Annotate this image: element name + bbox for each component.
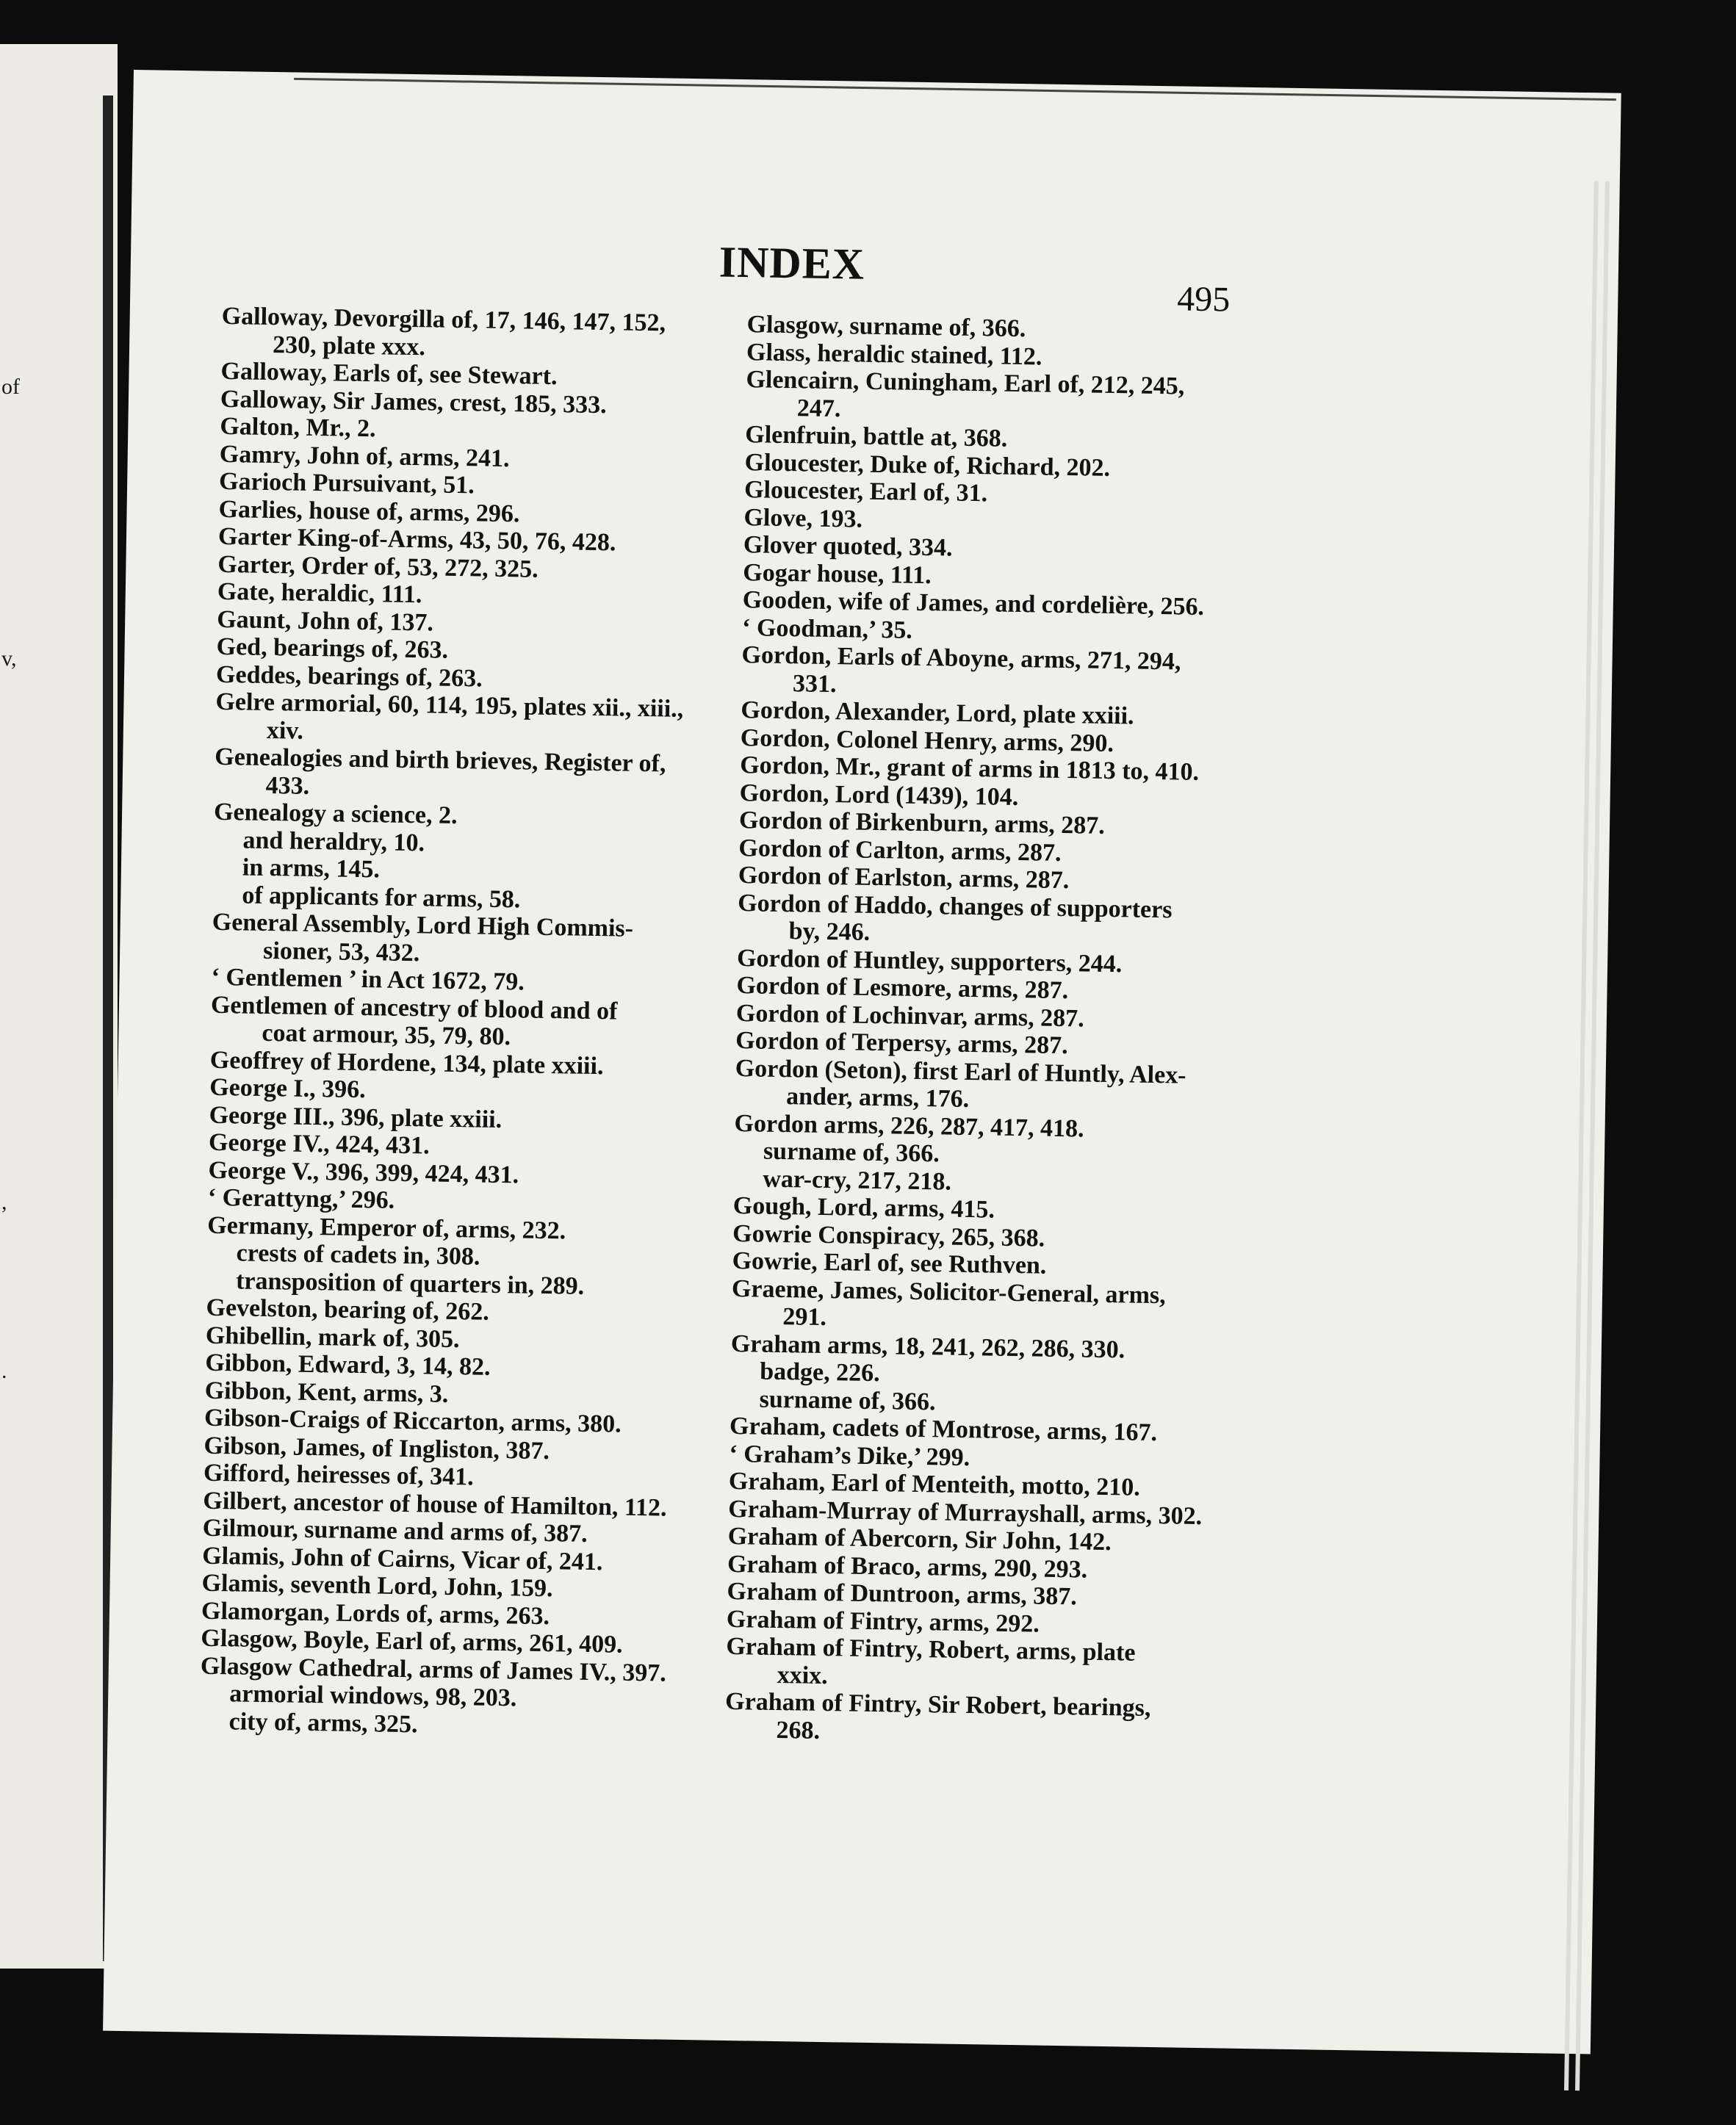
index-entry: Gibbon, Kent, arms, 3. [204, 1377, 449, 1408]
index-entry: Gordon of Huntley, supporters, 244. [736, 944, 1123, 978]
index-entry: Gate, heraldic, 111. [217, 577, 422, 609]
index-entry: Ged, bearings of, 263. [216, 632, 449, 664]
index-entry: Glasgow, surname of, 366. [746, 311, 1026, 343]
index-entry: Gordon of Earlston, arms, 287. [738, 862, 1070, 895]
index-entry: Gordon of Terpersy, arms, 287. [735, 1027, 1068, 1060]
facing-page-fragment: of [1, 375, 20, 399]
index-entry: Gordon (Seton), first Earl of Huntly, Alex- [735, 1054, 1186, 1089]
index-entry: Galton, Mr., 2. [220, 412, 376, 443]
index-entry: 331. [792, 669, 837, 698]
index-entry: Graham of Braco, arms, 290, 293. [727, 1550, 1088, 1584]
index-entry: Galloway, Earls of, see Stewart. [220, 357, 558, 391]
index-entry: Gordon, Lord (1439), 104. [739, 779, 1019, 811]
index-entry: Gaunt, John of, 137. [216, 605, 434, 636]
index-entry: ander, arms, 176. [785, 1083, 970, 1114]
index-entry: Geoffrey of Hordene, 134, plate xxiii. [209, 1046, 604, 1080]
page-title: INDEX [718, 237, 865, 289]
index-entry: Gogar house, 111. [743, 558, 932, 589]
index-entry: Graham of Duntroon, arms, 387. [727, 1577, 1078, 1611]
index-entry: 230, plate xxx. [272, 331, 426, 361]
index-entry: ‘ Goodman,’ 35. [741, 613, 913, 644]
index-entry: Gordon of Haddo, changes of supporters [737, 889, 1173, 923]
index-entry: Graham-Murray of Murrayshall, arms, 302. [728, 1495, 1203, 1530]
index-entry: Germany, Emperor of, arms, 232. [207, 1211, 566, 1244]
index-entry: surname of, 366. [763, 1137, 940, 1168]
index-entry: Gordon of Lesmore, arms, 287. [736, 972, 1069, 1005]
index-entry: Ghibellin, mark of, 305. [205, 1321, 460, 1353]
index-entry: armorial windows, 98, 203. [228, 1680, 517, 1712]
index-entry: Gentlemen of ancestry of blood and of [210, 991, 618, 1025]
index-entry: Graham, Earl of Menteith, motto, 210. [728, 1467, 1141, 1501]
index-entry: Gordon, Colonel Henry, arms, 290. [740, 724, 1114, 757]
index-entry: Gelre armorial, 60, 114, 195, plates xii., xiii., [215, 688, 684, 723]
index-entry: Galloway, Sir James, crest, 185, 333. [220, 385, 607, 419]
index-entry: Genealogies and birth brieves, Register of, [215, 743, 666, 778]
index-entry: Gooden, wife of James, and cordelière, 256. [742, 586, 1205, 621]
index-page [103, 70, 1621, 2054]
index-entry: and heraldry, 10. [242, 826, 425, 856]
index-entry: crests of cadets in, 308. [236, 1239, 480, 1271]
index-entry: Graeme, James, Solicitor-General, arms, [731, 1274, 1166, 1309]
index-entry: ‘ Graham’s Dike,’ 299. [729, 1440, 970, 1471]
index-entry: ‘ Gerattyng,’ 296. [207, 1183, 395, 1214]
index-entry: Glamorgan, Lords of, arms, 263. [201, 1597, 550, 1630]
index-entry: Glove, 193. [743, 503, 863, 533]
index-entry: Geddes, bearings of, 263. [215, 660, 483, 693]
index-entry: badge, 226. [759, 1357, 880, 1388]
facing-page [0, 44, 118, 1969]
facing-page-fragment: v, [1, 646, 17, 671]
index-entry: Glass, heraldic stained, 112. [746, 338, 1042, 370]
index-entry: Genealogy a science, 2. [213, 798, 458, 830]
index-entry: George IV., 424, 431. [208, 1128, 430, 1160]
index-entry: George III., 396, plate xxiii. [209, 1101, 503, 1133]
index-entry: Gordon of Carlton, arms, 287. [738, 834, 1062, 867]
index-entry: Gilbert, ancestor of house of Hamilton, 112. [203, 1487, 667, 1522]
index-entry: Glamis, John of Cairns, Vicar of, 241. [201, 1542, 603, 1576]
index-entry: Gordon of Birkenburn, arms, 287. [738, 807, 1106, 840]
index-entry: coat armour, 35, 79, 80. [262, 1019, 511, 1051]
index-entry: Gordon, Earls of Aboyne, arms, 271, 294, [741, 641, 1181, 676]
index-entry: Graham of Abercorn, Sir John, 142. [727, 1522, 1112, 1556]
index-entry: Gordon arms, 226, 287, 417, 418. [734, 1109, 1084, 1142]
index-entry: Glamis, seventh Lord, John, 159. [201, 1569, 553, 1603]
facing-page-fragment: . [1, 1359, 7, 1383]
index-entry: Graham arms, 18, 241, 262, 286, 330. [730, 1330, 1125, 1363]
index-entry: Gibson-Craigs of Riccarton, arms, 380. [204, 1404, 622, 1438]
index-entry: George I., 396. [209, 1073, 366, 1104]
index-entry: by, 246. [788, 917, 871, 946]
facing-page-fragment: , [1, 1190, 7, 1214]
index-column-left [199, 303, 751, 1743]
index-entry: Garter King-of-Arms, 43, 50, 76, 428. [217, 522, 616, 557]
index-entry: xxix. [777, 1661, 829, 1689]
index-entry: Garter, Order of, 53, 272, 325. [217, 550, 539, 583]
index-entry: in arms, 145. [242, 854, 381, 884]
index-entry: Gibbon, Edward, 3, 14, 82. [205, 1349, 491, 1381]
index-entry: surname of, 366. [759, 1385, 936, 1415]
index-entry: ‘ Gentlemen ’ in Act 1672, 79. [211, 963, 525, 996]
index-entry: Glencairn, Cuningham, Earl of, 212, 245, [746, 366, 1185, 400]
index-entry: Gordon of Lochinvar, arms, 287. [735, 999, 1084, 1032]
index-entry: 268. [776, 1716, 821, 1745]
index-entry: xiv. [266, 716, 304, 745]
index-entry: Gloucester, Duke of, Richard, 202. [744, 448, 1111, 482]
index-entry: Graham, cadets of Montrose, arms, 167. [729, 1412, 1158, 1447]
index-entry: Garioch Pursuivant, 51. [218, 467, 475, 499]
index-entry: George V., 396, 399, 424, 431. [208, 1156, 519, 1188]
index-column-right [724, 311, 1276, 1751]
index-entry: war-cry, 217, 218. [763, 1165, 952, 1196]
index-entry: Garlies, house of, arms, 296. [218, 495, 520, 527]
index-entry: Galloway, Devorgilla of, 17, 146, 147, 152, [221, 302, 666, 337]
index-entry: Graham of Fintry, arms, 292. [726, 1605, 1040, 1638]
index-entry: Gowrie, Earl of, see Ruthven. [732, 1247, 1047, 1280]
index-entry: General Assembly, Lord High Commis- [212, 908, 634, 942]
index-entry: Glasgow, Boyle, Earl of, arms, 261, 409. [201, 1624, 623, 1659]
index-entry: Gevelston, bearing of, 262. [206, 1294, 490, 1326]
index-entry: Glasgow Cathedral, arms of James IV., 397. [200, 1652, 667, 1687]
index-entry: of applicants for arms, 58. [242, 881, 521, 913]
index-entry: Gamry, John of, arms, 241. [219, 440, 510, 472]
index-entry: transposition of quarters in, 289. [235, 1266, 585, 1300]
index-entry: city of, arms, 325. [228, 1707, 418, 1738]
index-entry: Glover quoted, 334. [743, 531, 953, 562]
index-entry: 247. [796, 394, 841, 422]
index-entry: 433. [265, 771, 310, 800]
index-entry: Gowrie Conspiracy, 265, 368. [732, 1219, 1045, 1252]
index-entry: Gilmour, surname and arms of, 387. [202, 1514, 588, 1548]
index-entry: Gloucester, Earl of, 31. [743, 476, 988, 508]
index-entry: Graham of Fintry, Robert, arms, plate [726, 1632, 1136, 1667]
index-entry: Gordon, Alexander, Lord, plate xxiii. [741, 696, 1134, 730]
index-entry: Gibson, James, of Ingliston, 387. [204, 1432, 550, 1465]
index-entry: Gifford, heiresses of, 341. [203, 1459, 474, 1491]
page-number: 495 [1176, 279, 1231, 320]
index-entry: Graham of Fintry, Sir Robert, bearings, [724, 1687, 1151, 1722]
index-entry: sioner, 53, 432. [262, 937, 420, 967]
index-entry: Gordon, Mr., grant of arms in 1813 to, 410. [739, 751, 1200, 786]
index-entry: 291. [782, 1303, 827, 1332]
index-entry: Glenfruin, battle at, 368. [745, 421, 1008, 452]
index-entry: Gough, Lord, arms, 415. [732, 1192, 995, 1224]
